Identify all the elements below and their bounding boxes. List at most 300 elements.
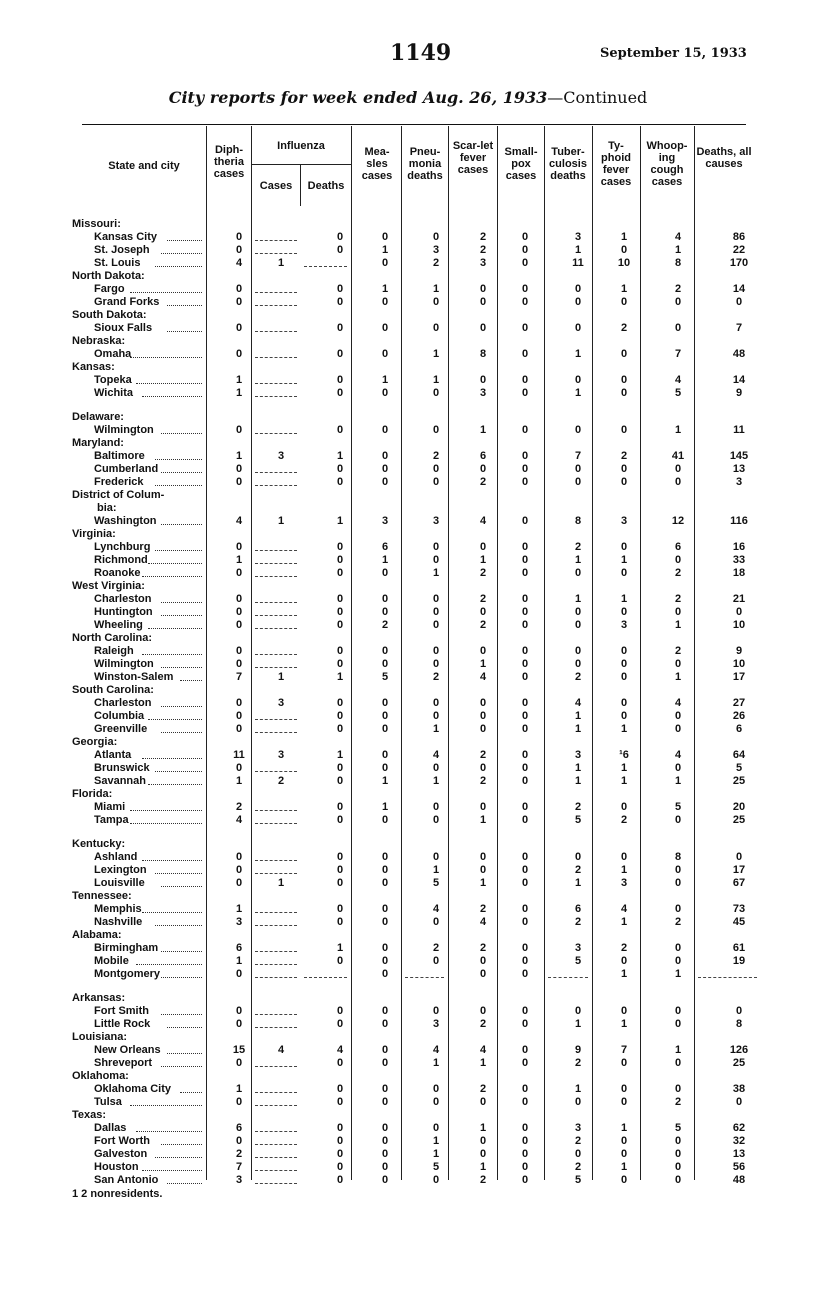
table-cell: 0	[479, 723, 487, 735]
leader-dots	[148, 710, 202, 720]
table-cell: 0	[432, 1096, 440, 1108]
table-row	[0, 942, 816, 955]
table-cell: 0	[620, 955, 628, 967]
table-cell: 0	[521, 1148, 529, 1160]
table-cell: 0	[574, 322, 582, 334]
table-cell: 126	[729, 1044, 749, 1056]
table-cell: 1	[620, 968, 628, 980]
table-cell: 0	[521, 645, 529, 657]
table-cell: 0	[521, 1018, 529, 1030]
city-name: San Antonio	[94, 1174, 159, 1186]
table-cell: 0	[336, 1096, 344, 1108]
state-name: Oklahoma:	[72, 1070, 129, 1082]
table-cell: 0	[381, 322, 389, 334]
table-cell: 0	[521, 1161, 529, 1173]
table-cell: 0	[381, 387, 389, 399]
table-cell: 14	[732, 283, 746, 295]
table-cell: 1	[336, 671, 344, 683]
table-cell: 2	[479, 619, 487, 631]
table-row	[0, 710, 816, 723]
table-cell: 0	[235, 348, 243, 360]
page-number: 1149	[390, 40, 452, 66]
table-cell: 0	[479, 1005, 487, 1017]
table-cell: 0	[521, 749, 529, 761]
table-cell: 0	[432, 296, 440, 308]
table-cell: 0	[521, 1174, 529, 1186]
table-cell: 0	[235, 723, 243, 735]
table-cell: 1	[432, 567, 440, 579]
table-cell: 0	[479, 645, 487, 657]
table-cell: 5	[574, 1174, 582, 1186]
table-cell	[255, 593, 297, 603]
table-cell: 0	[674, 606, 682, 618]
table-cell: 0	[381, 697, 389, 709]
table-cell: 0	[620, 476, 628, 488]
table-cell: 0	[235, 762, 243, 774]
table-cell: 86	[732, 231, 746, 243]
table-cell: 0	[381, 968, 389, 980]
col-header-flu-deaths: Deaths	[307, 180, 345, 192]
table-cell: 1	[432, 374, 440, 386]
city-name: Fort Smith	[94, 1005, 149, 1017]
table-cell: 6	[381, 541, 389, 553]
table-cell: 1	[432, 348, 440, 360]
table-cell: 3	[235, 916, 243, 928]
table-cell	[255, 476, 297, 486]
table-row	[0, 567, 816, 580]
table-cell	[255, 606, 297, 616]
leader-dots	[161, 424, 202, 434]
table-cell: 0	[336, 296, 344, 308]
leader-dots	[161, 942, 202, 952]
table-row	[0, 593, 816, 606]
leader-dots	[130, 283, 203, 293]
state-name: West Virginia:	[72, 580, 145, 592]
table-cell: 0	[479, 762, 487, 774]
city-name: St. Joseph	[94, 244, 150, 256]
leader-dots	[155, 257, 202, 267]
table-cell: 41	[671, 450, 685, 462]
state-heading-row	[0, 580, 816, 593]
table-cell: 0	[521, 942, 529, 954]
table-cell: 0	[336, 1005, 344, 1017]
table-cell: 0	[521, 1122, 529, 1134]
table-cell	[255, 942, 297, 952]
city-name: Raleigh	[94, 645, 134, 657]
table-cell: 1	[620, 1018, 628, 1030]
table-cell: 0	[432, 851, 440, 863]
table-cell: 0	[432, 1122, 440, 1134]
table-cell: 13	[732, 1148, 746, 1160]
leader-dots	[161, 877, 202, 887]
table-cell: 0	[521, 450, 529, 462]
table-cell: 0	[381, 257, 389, 269]
table-cell: 4	[277, 1044, 285, 1056]
table-cell	[255, 619, 297, 629]
table-cell: 10	[732, 658, 746, 670]
table-cell: 0	[432, 593, 440, 605]
table-cell: 0	[432, 476, 440, 488]
table-cell	[255, 658, 297, 668]
state-name: Florida:	[72, 788, 113, 800]
table-cell: 0	[336, 424, 344, 436]
table-row	[0, 801, 816, 814]
table-row	[0, 877, 816, 890]
table-cell: 1	[235, 387, 243, 399]
table-cell: 0	[336, 231, 344, 243]
table-cell: 0	[479, 322, 487, 334]
table-cell: 1	[277, 877, 285, 889]
city-name: Columbia	[94, 710, 145, 722]
table-cell: 25	[732, 775, 746, 787]
table-cell: 0	[336, 567, 344, 579]
table-cell: 9	[735, 387, 743, 399]
state-heading-row	[0, 838, 816, 851]
table-cell: 4	[235, 515, 243, 527]
table-cell: 4	[235, 257, 243, 269]
table-cell: 4	[674, 697, 682, 709]
table-cell: 2	[479, 903, 487, 915]
table-cell: 1	[479, 554, 487, 566]
leader-dots	[180, 1083, 202, 1093]
table-cell: 38	[732, 1083, 746, 1095]
table-cell: 0	[235, 1057, 243, 1069]
col-header-state-city: State and city	[108, 160, 180, 172]
state-heading-row	[0, 929, 816, 942]
table-row	[0, 903, 816, 916]
table-cell: 1	[620, 775, 628, 787]
table-cell: 3	[620, 877, 628, 889]
table-cell: 4	[432, 749, 440, 761]
leader-dots	[161, 723, 202, 733]
state-heading-row	[0, 1109, 816, 1122]
table-cell	[255, 387, 297, 397]
table-cell: 0	[432, 1083, 440, 1095]
table-cell: 0	[674, 723, 682, 735]
city-name: Fort Worth	[94, 1135, 151, 1147]
leader-dots	[142, 645, 202, 655]
table-cell: 1	[381, 283, 389, 295]
table-cell: 0	[235, 231, 243, 243]
leader-dots	[155, 762, 202, 772]
table-cell: 0	[521, 231, 529, 243]
col-header-typhoid: Ty-phoid fever cases	[600, 140, 632, 188]
table-cell	[255, 296, 297, 306]
table-cell: 0	[674, 877, 682, 889]
leader-dots	[130, 348, 203, 358]
city-name: Mobile	[94, 955, 129, 967]
table-cell	[255, 283, 297, 293]
table-cell: 56	[732, 1161, 746, 1173]
table-cell: 0	[479, 606, 487, 618]
table-cell: 6	[235, 942, 243, 954]
table-cell: 1	[574, 244, 582, 256]
table-cell: 0	[381, 942, 389, 954]
table-cell: 1	[674, 1044, 682, 1056]
city-name: Tulsa	[94, 1096, 122, 1108]
table-cell: 0	[574, 567, 582, 579]
table-cell: 0	[381, 1005, 389, 1017]
table-cell: 0	[336, 814, 344, 826]
state-heading-row	[0, 335, 816, 348]
table-cell: 32	[732, 1135, 746, 1147]
table-cell: 7	[735, 322, 743, 334]
table-cell: 0	[432, 619, 440, 631]
table-cell: 0	[674, 942, 682, 954]
table-cell: 0	[620, 1083, 628, 1095]
table-cell: 0	[674, 864, 682, 876]
table-cell	[255, 1096, 297, 1106]
table-cell: 1	[620, 1122, 628, 1134]
table-cell: 1	[381, 244, 389, 256]
table-cell: 0	[620, 710, 628, 722]
table-cell	[255, 723, 297, 733]
table-cell: 0	[381, 476, 389, 488]
table-cell: 0	[381, 903, 389, 915]
leader-dots	[167, 296, 202, 306]
table-cell: 10	[617, 257, 631, 269]
table-cell: 12	[671, 515, 685, 527]
table-cell	[255, 645, 297, 655]
table-cell: 2	[574, 916, 582, 928]
city-name: Nashville	[94, 916, 143, 928]
state-heading-row	[0, 218, 816, 231]
city-name: Dallas	[94, 1122, 127, 1134]
table-cell: 1	[574, 1018, 582, 1030]
table-cell: 0	[521, 387, 529, 399]
table-cell: 1	[277, 515, 285, 527]
table-cell: 5	[674, 801, 682, 813]
table-cell: 0	[674, 476, 682, 488]
table-cell: 2	[620, 814, 628, 826]
col-header-scarlet: Scar-let fever cases	[452, 140, 494, 176]
table-row	[0, 387, 816, 400]
table-cell: 16	[732, 541, 746, 553]
table-cell: 0	[235, 541, 243, 553]
table-cell: 0	[521, 916, 529, 928]
table-cell: 1	[674, 968, 682, 980]
city-name: St. Louis	[94, 257, 141, 269]
table-cell: 0	[620, 606, 628, 618]
leader-dots	[142, 387, 202, 397]
table-cell: 0	[674, 296, 682, 308]
table-cell: 0	[432, 697, 440, 709]
table-cell: 0	[381, 463, 389, 475]
table-cell: 4	[479, 916, 487, 928]
table-cell: 0	[574, 851, 582, 863]
table-cell: 0	[235, 864, 243, 876]
table-row	[0, 1135, 816, 1148]
table-row	[0, 645, 816, 658]
table-cell: 0	[521, 296, 529, 308]
table-cell	[255, 801, 297, 811]
table-cell: 0	[479, 710, 487, 722]
table-row	[0, 1096, 816, 1109]
city-name: Miami	[94, 801, 126, 813]
table-cell: 0	[674, 1161, 682, 1173]
table-cell: 0	[674, 1057, 682, 1069]
table-row	[0, 515, 816, 528]
table-cell: 0	[235, 424, 243, 436]
table-cell: 3	[479, 387, 487, 399]
table-cell: 0	[521, 257, 529, 269]
table-cell: 2	[381, 619, 389, 631]
table-cell: 0	[620, 348, 628, 360]
table-cell	[255, 554, 297, 564]
leader-dots	[161, 463, 202, 473]
table-cell: 0	[674, 1174, 682, 1186]
city-name: Cumberland	[94, 463, 159, 475]
table-cell: 8	[674, 851, 682, 863]
table-cell: 1	[674, 775, 682, 787]
table-cell: 0	[381, 348, 389, 360]
table-cell: 2	[479, 476, 487, 488]
table-cell: 0	[521, 476, 529, 488]
table-cell: 0	[336, 762, 344, 774]
table-cell: 11	[572, 257, 584, 269]
table-cell: 0	[235, 645, 243, 657]
table-cell: 0	[521, 1096, 529, 1108]
table-cell: 0	[381, 424, 389, 436]
table-cell: 0	[521, 903, 529, 915]
state-heading-row	[0, 992, 816, 1005]
table-row	[0, 424, 816, 437]
table-cell: 0	[432, 463, 440, 475]
state-heading-row	[0, 1031, 816, 1044]
table-cell: 4	[235, 814, 243, 826]
state-heading-row	[0, 890, 816, 903]
table-cell: 6	[479, 450, 487, 462]
table-cell: 0	[235, 476, 243, 488]
table-cell: 9	[574, 1044, 582, 1056]
table-cell: 1	[432, 723, 440, 735]
leader-dots	[148, 619, 202, 629]
table-cell: 0	[674, 762, 682, 774]
leader-dots	[167, 231, 202, 241]
leader-dots	[130, 1096, 203, 1106]
state-name: Louisiana:	[72, 1031, 128, 1043]
table-cell: 0	[674, 463, 682, 475]
table-cell: 145	[729, 450, 749, 462]
table-cell: 8	[574, 515, 582, 527]
table-cell: 0	[620, 1005, 628, 1017]
table-cell: 27	[732, 697, 746, 709]
table-cell	[255, 710, 297, 720]
table-cell: 0	[574, 424, 582, 436]
table-cell: 0	[521, 593, 529, 605]
table-cell: 0	[521, 697, 529, 709]
table-cell: 25	[732, 1057, 746, 1069]
table-cell: 3	[432, 515, 440, 527]
table-cell: 0	[521, 374, 529, 386]
table-cell: 2	[479, 942, 487, 954]
table-cell: 0	[381, 723, 389, 735]
state-heading-row	[0, 437, 816, 450]
table-row	[0, 231, 816, 244]
table-cell: 0	[735, 296, 743, 308]
table-cell: 1	[620, 593, 628, 605]
state-name: South Dakota:	[72, 309, 147, 321]
table-cell: 2	[620, 322, 628, 334]
table-cell: 8	[479, 348, 487, 360]
table-cell: 8	[674, 257, 682, 269]
table-cell: 0	[674, 710, 682, 722]
table-cell: 0	[336, 1174, 344, 1186]
table-cell: 0	[620, 697, 628, 709]
table-cell: 0	[235, 322, 243, 334]
table-cell: 6	[235, 1122, 243, 1134]
table-cell: 0	[336, 723, 344, 735]
table-cell: 1	[674, 244, 682, 256]
leader-dots	[136, 374, 202, 384]
table-cell: 5	[735, 762, 743, 774]
city-name: Topeka	[94, 374, 132, 386]
city-name: Winston-Salem	[94, 671, 174, 683]
table-cell: 0	[479, 955, 487, 967]
table-cell: 0	[620, 463, 628, 475]
table-cell: 0	[521, 606, 529, 618]
table-cell: 0	[235, 567, 243, 579]
state-heading-row	[0, 736, 816, 749]
table-cell: 1	[574, 593, 582, 605]
table-cell	[255, 231, 297, 241]
city-name: Huntington	[94, 606, 153, 618]
table-cell: 0	[521, 851, 529, 863]
table-cell	[255, 1083, 297, 1093]
table-row	[0, 450, 816, 463]
table-cell: 0	[336, 1148, 344, 1160]
table-cell: 22	[732, 244, 746, 256]
table-cell: 0	[336, 541, 344, 553]
table-cell: 0	[235, 1018, 243, 1030]
table-cell: 67	[732, 877, 746, 889]
table-row	[0, 762, 816, 775]
table-cell: 0	[521, 515, 529, 527]
table-cell: 11	[733, 424, 745, 436]
table-cell: 116	[730, 515, 748, 527]
leader-dots	[142, 749, 202, 759]
table-cell: 0	[432, 710, 440, 722]
table-cell: 64	[732, 749, 746, 761]
table-cell: 0	[479, 1148, 487, 1160]
city-name: Baltimore	[94, 450, 145, 462]
state-name: Georgia:	[72, 736, 118, 748]
leader-dots	[155, 541, 202, 551]
city-name: Wilmington	[94, 658, 154, 670]
state-name: bia:	[97, 502, 117, 514]
table-cell: 0	[620, 1174, 628, 1186]
state-heading-row	[0, 528, 816, 541]
table-cell: 0	[574, 283, 582, 295]
city-name: Fargo	[94, 283, 125, 295]
table-cell	[255, 1122, 297, 1132]
state-name: Delaware:	[72, 411, 124, 423]
table-cell: 0	[235, 619, 243, 631]
table-cell	[304, 968, 347, 978]
table-cell: 1	[674, 424, 682, 436]
table-cell: 0	[674, 1005, 682, 1017]
table-cell: 4	[432, 1044, 440, 1056]
table-cell: 3	[620, 515, 628, 527]
table-cell: 3	[432, 244, 440, 256]
city-name: Ashland	[94, 851, 138, 863]
table-cell: 0	[674, 1148, 682, 1160]
table-cell: 0	[381, 1057, 389, 1069]
table-row	[0, 296, 816, 309]
leader-dots	[167, 1174, 202, 1184]
city-name: Wilmington	[94, 424, 154, 436]
table-cell: 5	[574, 955, 582, 967]
